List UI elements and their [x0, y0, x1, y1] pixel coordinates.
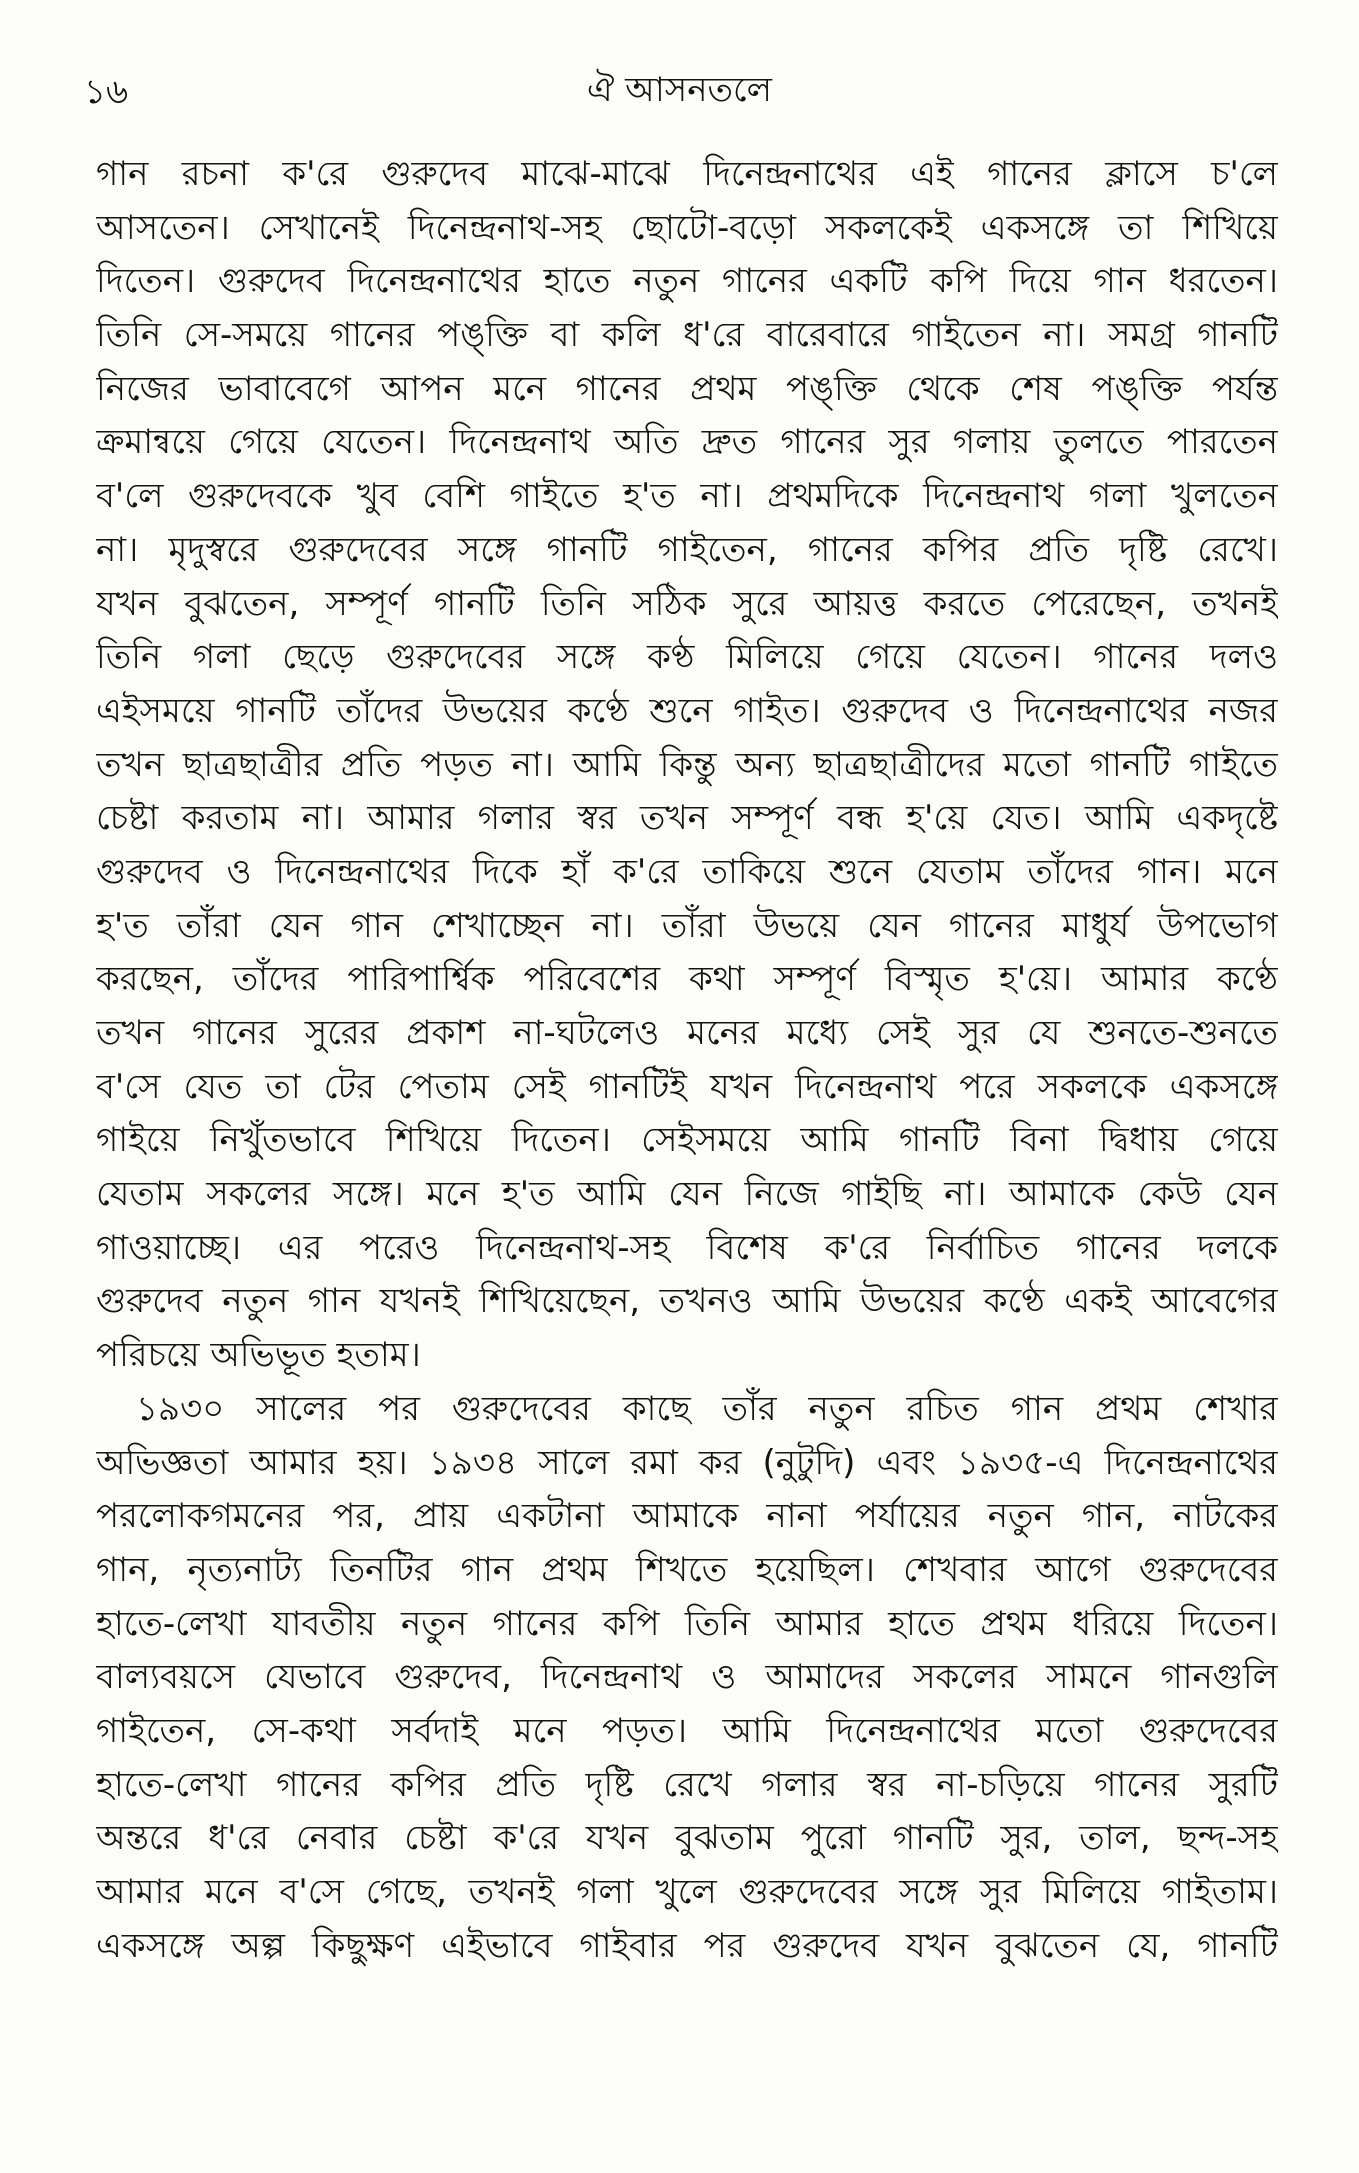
- text-line: তখন গানের সুরের প্রকাশ না-ঘটলেও মনের মধ্যে সেই সুর যে শুনতে-শুনতে: [96, 1013, 1278, 1053]
- text-line: হাতে-লেখা গানের কপির প্রতি দৃষ্টি রেখে গলার স্বর না-চড়িয়ে গানের সুরটি: [96, 1764, 1278, 1805]
- paragraph: [96, 1383, 1278, 1974]
- text-line: গাইয়ে নিখুঁতভাবে শিখিয়ে দিতেন। সেইসময়ে আমি গানটি বিনা দ্বিধায় গেয়ে: [96, 1120, 1278, 1161]
- text-line: অভিজ্ঞতা আমার হয়। ১৯৩৪ সালে রমা কর (নুটুদি) এবং ১৯৩৫-এ দিনেন্দ্রনাথের: [96, 1442, 1278, 1483]
- text-line: ব'সে যেত তা টের পেতাম সেই গানটিই যখন দিনেন্দ্রনাথ পরে সকলকে একসঙ্গে: [96, 1066, 1278, 1107]
- text-line: আসতেন। সেখানেই দিনেন্দ্রনাথ-সহ ছোটো-বড়ো সকলকেই একসঙ্গে তা শিখিয়ে: [96, 207, 1278, 248]
- text-line: গুরুদেব ও দিনেন্দ্রনাথের দিকে হাঁ ক'রে তাকিয়ে শুনে যেতাম তাঁদের গান। মনে: [96, 851, 1278, 892]
- text-line: যখন বুঝতেন, সম্পূর্ণ গানটি তিনি সঠিক সুরে আয়ত্ত করতে পেরেছেন, তখনই: [96, 583, 1278, 624]
- text-line: এইসময়ে গানটি তাঁদের উভয়ের কণ্ঠে শুনে গাইত। গুরুদেব ও দিনেন্দ্রনাথের নজর: [96, 690, 1278, 731]
- text-line: পরলোকগমনের পর, প্রায় একটানা আমাকে নানা পর্যায়ের নতুন গান, নাটকের: [96, 1496, 1278, 1537]
- text-line: ক্রমান্বয়ে গেয়ে যেতেন। দিনেন্দ্রনাথ অতি দ্রুত গানের সুর গলায় তুলতে পারতেন: [96, 422, 1278, 463]
- text-line: দিতেন। গুরুদেব দিনেন্দ্রনাথের হাতে নতুন গানের একটি কপি দিয়ে গান ধরতেন।: [96, 261, 1278, 302]
- text-line: ১৯৩০ সালের পর গুরুদেবের কাছে তাঁর নতুন রচিত গান প্রথম শেখার: [136, 1388, 1278, 1429]
- text-line: করছেন, তাঁদের পারিপার্শ্বিক পরিবেশের কথা সম্পূর্ণ বিস্মৃত হ'য়ে। আমার কণ্ঠে: [96, 959, 1278, 1000]
- text-line: হাতে-লেখা যাবতীয় নতুন গানের কপি তিনি আমার হাতে প্রথম ধরিয়ে দিতেন।: [96, 1603, 1278, 1644]
- text-line: তখন ছাত্রছাত্রীর প্রতি পড়ত না। আমি কিন্তু অন্য ছাত্রছাত্রীদের মতো গানটি গাইতে: [96, 744, 1278, 785]
- text-line: গান, নৃত্যনাট্য তিনটির গান প্রথম শিখতে হয়েছিল। শেখবার আগে গুরুদেবের: [96, 1549, 1278, 1590]
- text-line: তিনি গলা ছেড়ে গুরুদেবের সঙ্গে কণ্ঠ মিলিয়ে গেয়ে যেতেন। গানের দলও: [96, 637, 1278, 678]
- running-title: ঐ আসনতলে: [586, 70, 773, 110]
- page-number: ১৬: [84, 72, 129, 112]
- text-line: গাইতেন, সে-কথা সর্বদাই মনে পড়ত। আমি দিনেন্দ্রনাথের মতো গুরুদেবের: [96, 1710, 1278, 1751]
- text-line: চেষ্টা করতাম না। আমার গলার স্বর তখন সম্পূর্ণ বন্ধ হ'য়ে যেত। আমি একদৃষ্টে: [96, 798, 1278, 839]
- text-line: পরিচয়ে অভিভূত হতাম।: [96, 1335, 421, 1376]
- text-line: গুরুদেব নতুন গান যখনই শিখিয়েছেন, তখনও আমি উভয়ের কণ্ঠে একই আবেগের: [96, 1281, 1278, 1322]
- text-line: বাল্যবয়সে যেভাবে গুরুদেব, দিনেন্দ্রনাথ ও আমাদের সকলের সামনে গানগুলি: [96, 1657, 1278, 1698]
- paragraph: [96, 148, 1278, 1383]
- text-line: ব'লে গুরুদেবকে খুব বেশি গাইতে হ'ত না। প্রথমদিকে দিনেন্দ্রনাথ গলা খুলতেন: [96, 476, 1278, 517]
- text-line: যেতাম সকলের সঙ্গে। মনে হ'ত আমি যেন নিজে গাইছি না। আমাকে কেউ যেন: [96, 1174, 1278, 1215]
- text-line: অন্তরে ধ'রে নেবার চেষ্টা ক'রে যখন বুঝতাম পুরো গানটি সুর, তাল, ছন্দ-সহ: [96, 1818, 1278, 1859]
- text-line: নিজের ভাবাবেগে আপন মনে গানের প্রথম পঙ্‌ক্তি থেকে শেষ পঙ্‌ক্তি পর্যন্ত: [96, 368, 1278, 409]
- text-line: আমার মনে ব'সে গেছে, তখনই গলা খুলে গুরুদেবের সঙ্গে সুর মিলিয়ে গাইতাম।: [96, 1872, 1278, 1912]
- text-line: গান রচনা ক'রে গুরুদেব মাঝে-মাঝে দিনেন্দ্রনাথের এই গানের ক্লাসে চ'লে: [96, 154, 1278, 194]
- text-line: গাওয়াচ্ছে। এর পরেও দিনেন্দ্রনাথ-সহ বিশেষ ক'রে নির্বাচিত গানের দলকে: [96, 1227, 1278, 1268]
- text-line: না। মৃদুস্বরে গুরুদেবের সঙ্গে গানটি গাইতেন, গানের কপির প্রতি দৃষ্টি রেখে।: [96, 529, 1278, 570]
- text-line: হ'ত তাঁরা যেন গান শেখাচ্ছেন না। তাঁরা উভয়ে যেন গানের মাধুর্য উপভোগ: [96, 905, 1278, 946]
- body-text: [96, 148, 1278, 1973]
- page-header: [0, 62, 1359, 122]
- text-line: তিনি সে-সময়ে গানের পঙ্‌ক্তি বা কলি ধ'রে বারেবারে গাইতেন না। সমগ্র গানটি: [96, 315, 1278, 356]
- text-line: একসঙ্গে অল্প কিছুক্ষণ এইভাবে গাইবার পর গুরুদেব যখন বুঝতেন যে, গানটি: [96, 1925, 1278, 1966]
